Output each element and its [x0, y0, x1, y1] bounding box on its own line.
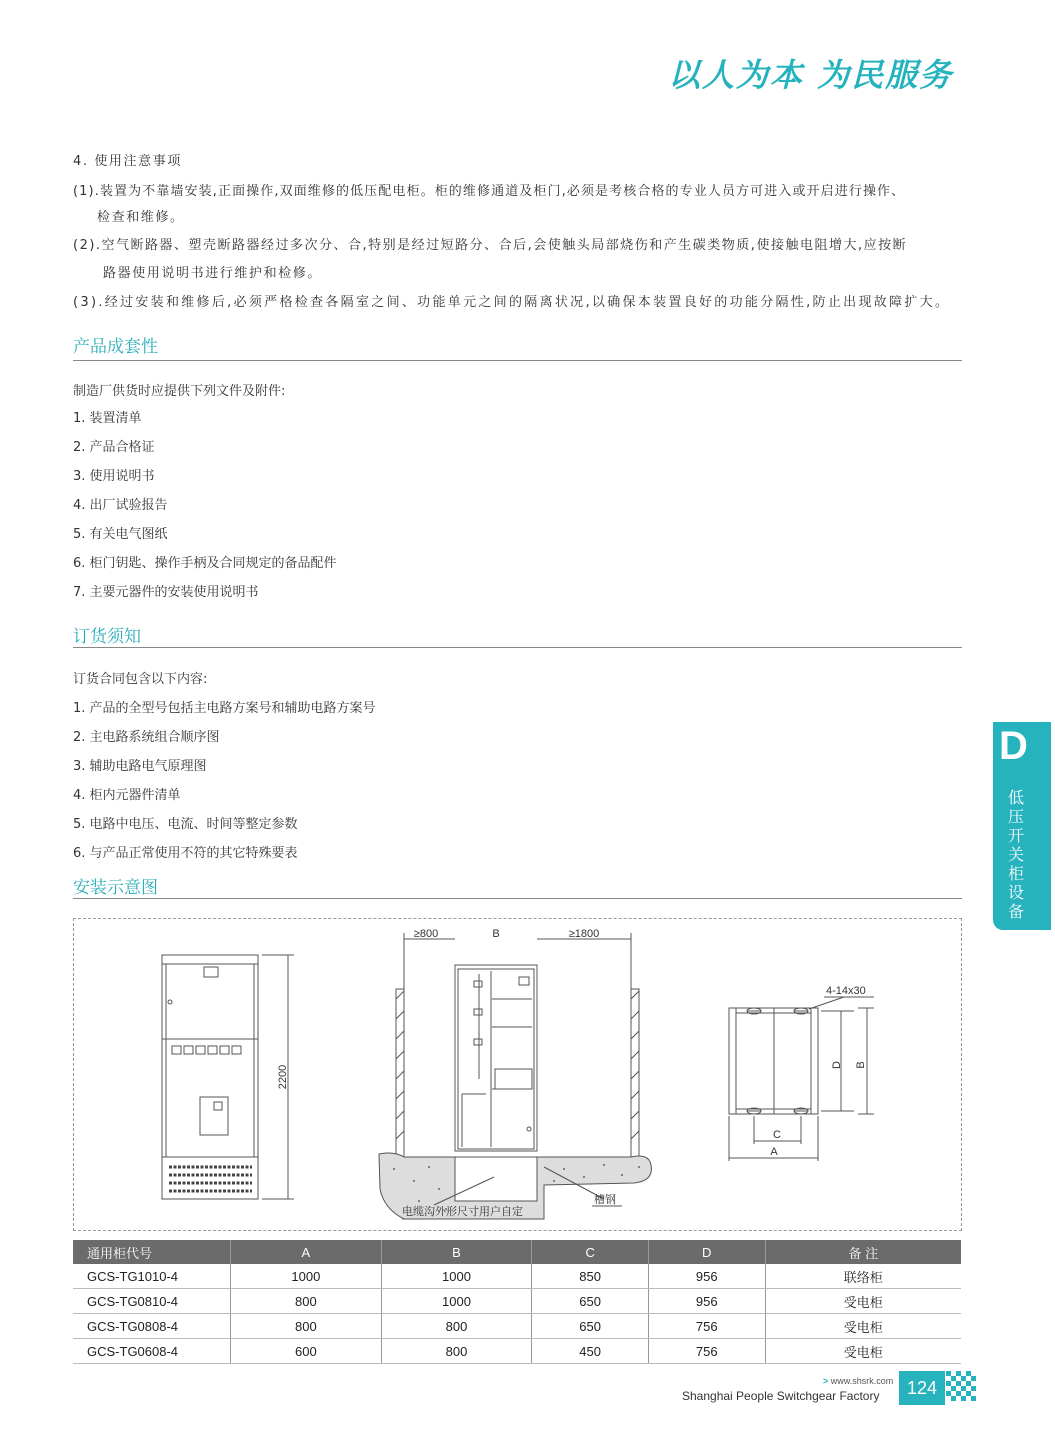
table-cell: 1000: [231, 1264, 382, 1289]
list-item: 5. 电路中电压、电流、时间等整定参数: [73, 817, 298, 832]
checker-pattern-icon: [946, 1371, 978, 1405]
installation-diagram: [73, 918, 962, 1231]
table-cell: GCS-TG0810-4: [73, 1289, 231, 1314]
table-cell: 800: [231, 1289, 382, 1314]
section-title-ordering: 订货须知: [73, 627, 141, 647]
section-tab: [993, 770, 1051, 930]
table-cell: 756: [648, 1314, 765, 1339]
rear-gap-dimension: ≥1800: [568, 928, 600, 940]
channel-steel-label: 槽钢: [594, 1194, 616, 1206]
table-cell: 956: [648, 1264, 765, 1289]
column-header: 备 注: [765, 1240, 961, 1264]
front-gap-dimension: ≥800: [413, 928, 439, 940]
table-cell: 956: [648, 1289, 765, 1314]
list-item: 4. 出厂试验报告: [73, 498, 168, 513]
note-3-line-1: (3).经过安装和维修后,必须严格检查各隔室之间、功能单元之间的隔离状况,以确保本装置良好的功能分隔性,防止出现故障扩大。: [73, 295, 951, 310]
width-dimension: B: [492, 928, 500, 940]
table-header-row: [73, 1240, 961, 1264]
footer-url[interactable]: [823, 1376, 893, 1386]
dimension-d: D: [831, 1061, 843, 1069]
table-row: [73, 1264, 961, 1289]
note-2-line-2: 路器使用说明书进行维护和检修。: [103, 266, 323, 281]
column-header: D: [648, 1240, 765, 1264]
table-cell: GCS-TG0808-4: [73, 1314, 231, 1339]
table-cell: 850: [532, 1264, 649, 1289]
list-item: 7. 主要元器件的安装使用说明书: [73, 585, 259, 600]
table-cell: 1000: [381, 1289, 532, 1314]
table-cell: 756: [648, 1339, 765, 1364]
table-cell: 受电柜: [765, 1314, 961, 1339]
table-cell: 联络柜: [765, 1264, 961, 1289]
table-cell: 800: [381, 1339, 532, 1364]
table-cell: 受电柜: [765, 1339, 961, 1364]
table-cell: 450: [532, 1339, 649, 1364]
section-divider: [73, 898, 962, 899]
column-header: 通用柜代号: [73, 1240, 231, 1264]
section-tab-letter: D: [993, 722, 1051, 770]
table-row: [73, 1339, 961, 1364]
table-cell: 800: [231, 1314, 382, 1339]
dimension-c: C: [773, 1129, 781, 1141]
table-cell: 600: [231, 1339, 382, 1364]
section-divider: [73, 647, 962, 648]
dimension-b: B: [855, 1061, 867, 1069]
table-cell: 1000: [381, 1264, 532, 1289]
column-header: C: [532, 1240, 649, 1264]
cabinet-side-view: [379, 933, 651, 1219]
list-item: 5. 有关电气图纸: [73, 527, 168, 542]
table-row: [73, 1314, 961, 1339]
section-tab-label: 低压开关柜设备: [1007, 788, 1024, 921]
arrow-icon: >: [823, 1376, 829, 1386]
section-title-completeness: 产品成套性: [73, 337, 158, 357]
list-item: 6. 柜门钥匙、操作手柄及合同规定的备品配件: [73, 556, 337, 571]
note-2-line-1: (2).空气断路器、塑壳断路器经过多次分、合,特别是经过短路分、合后,会使触头局部烧伤和产生碳类物质,使接触电阻增大,应按断: [73, 238, 908, 253]
table-cell: GCS-TG0608-4: [73, 1339, 231, 1364]
hole-spec-label: 4-14x30: [826, 985, 866, 997]
dimension-a: A: [770, 1146, 778, 1158]
section-divider: [73, 360, 962, 361]
completeness-intro: 制造厂供货时应提供下列文件及附件:: [73, 384, 286, 399]
table-cell: 受电柜: [765, 1289, 961, 1314]
spec-table: [73, 1240, 961, 1364]
table-cell: 650: [532, 1314, 649, 1339]
list-item: 3. 辅助电路电气原理图: [73, 759, 207, 774]
list-item: 6. 与产品正常使用不符的其它特殊要表: [73, 846, 298, 861]
list-item: 2. 产品合格证: [73, 440, 155, 455]
list-item: 4. 柜内元器件清单: [73, 788, 181, 803]
column-header: B: [381, 1240, 532, 1264]
list-item: 1. 产品的全型号包括主电路方案号和辅助电路方案号: [73, 701, 376, 716]
table-cell: GCS-TG1010-4: [73, 1264, 231, 1289]
column-header: A: [231, 1240, 382, 1264]
footer-url-text: www.shsrk.com: [830, 1376, 894, 1386]
footer-company: Shanghai People Switchgear Factory: [682, 1389, 880, 1403]
height-dimension: 2200: [277, 1064, 289, 1090]
section-title-installation: 安装示意图: [73, 878, 158, 898]
table-row: [73, 1289, 961, 1314]
ordering-intro: 订货合同包含以下内容:: [73, 672, 208, 687]
header-slogan: 以人为本 为民服务: [668, 56, 954, 94]
note-1-line-1: (1).装置为不靠墙安装,正面操作,双面维修的低压配电柜。柜的维修通道及柜门,必须是考核合格的专业人员方可进入或开启进行操作、: [73, 184, 906, 199]
cabinet-front-view: [162, 955, 294, 1199]
list-item: 2. 主电路系统组合顺序图: [73, 730, 220, 745]
table-cell: 800: [381, 1314, 532, 1339]
page-number: 124: [899, 1371, 945, 1405]
notes-heading: 4. 使用注意事项: [73, 154, 182, 169]
list-item: 1. 装置清单: [73, 411, 142, 426]
trench-note: 电缆沟外形尺寸用户自定: [402, 1206, 523, 1218]
note-1-line-2: 检查和维修。: [97, 210, 185, 225]
list-item: 3. 使用说明书: [73, 469, 155, 484]
table-cell: 650: [532, 1289, 649, 1314]
cabinet-base-plan: [729, 997, 874, 1161]
